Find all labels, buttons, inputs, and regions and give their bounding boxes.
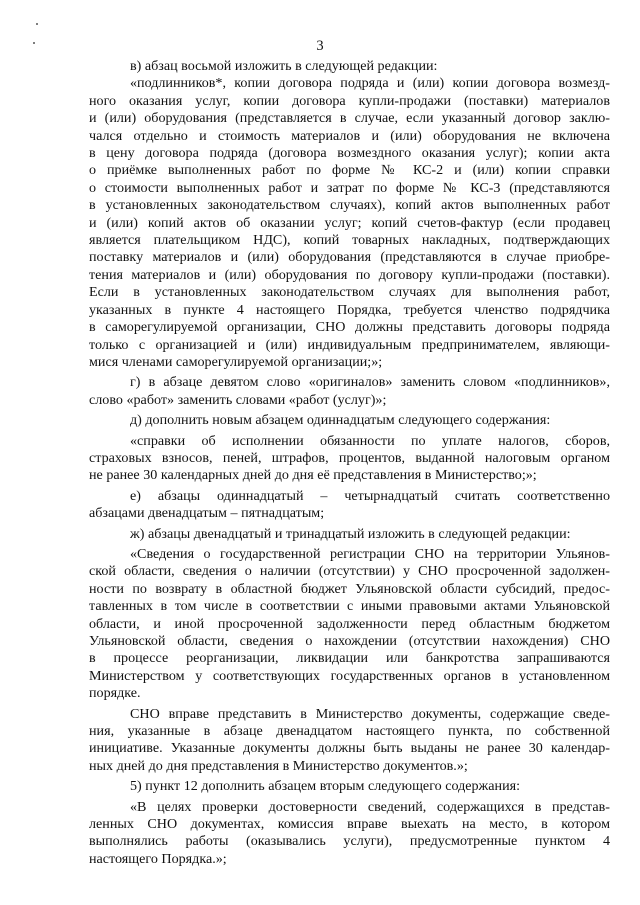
paragraph-line: слово «работ» заменить словами «работ (услуг)»;: [89, 391, 387, 408]
paragraph-line: ленных СНО документах, комиссия вправе выехать на место, в котором: [89, 816, 610, 833]
paragraph-first-line: г) в абзаце девятом слово «оригиналов» заменить словом «подлинников»,: [130, 374, 610, 391]
document-body: [89, 58, 610, 868]
paragraph-line: является плательщиком НДС), копий товарных накладных, подтверждающих: [89, 232, 610, 249]
paragraph-line: тавленных в том числе в соответствии с иными правовыми актами Ульяновской: [89, 598, 610, 615]
paragraph-line: только с организацией и (или) индивидуальным предпринимателем, являющи-: [89, 336, 610, 353]
paragraph-first-line: «Сведения о государственной регистрации СНО на территории Ульянов-: [130, 545, 610, 562]
page-number: 3: [316, 38, 324, 54]
paragraph-line: абзацами двенадцатым – пятнадцатым;: [89, 505, 325, 522]
paragraph-line: в саморегулируемой организации, СНО должны представить договоры подряда: [89, 319, 610, 336]
paragraph-line: ской области, сведения о наличии (отсутствии) у СНО просроченной задолжен-: [89, 563, 610, 580]
paragraph-first-line: «подлинников*, копии договора подряда и (или) копии договора возмезд-: [130, 75, 610, 92]
paragraph-line: в цену договора подряда (договора возмездного оказания услуг); копии акта: [89, 145, 610, 162]
paragraph-line: инициативе. Указанные документы должны быть выданы не ранее 30 календар-: [89, 740, 610, 757]
paragraph-line: указанных в пункте 4 настоящего Порядка, требуется членство подрядчика: [89, 301, 610, 318]
paragraph-line: выполнялись работы (оказывались услуги), предусмотренные пунктом 4: [89, 833, 610, 850]
paragraph-line: чался отдельно и стоимость материалов и (или) оборудования не включена: [89, 127, 610, 144]
paragraph-first-line: д) дополнить новым абзацем одиннадцатым следующего содержания:: [130, 412, 551, 429]
paragraph-line: поставку материалов и (или) оборудования (представляются в случае приобре-: [89, 249, 610, 266]
scan-speck: [36, 23, 38, 25]
paragraph-line: области, и иной просроченной задолженности перед областным бюджетом: [89, 615, 610, 632]
paragraph-first-line: «В целях проверки достоверности сведений, содержащихся в представ-: [130, 798, 610, 815]
paragraph-line: и (или) копий актов об оказании услуг; копий счетов-фактур (если продавец: [89, 214, 610, 231]
paragraph-line: не ранее 30 календарных дней до дня её представления в Министерство;»;: [89, 467, 537, 484]
paragraph-first-line: е) абзацы одиннадцатый – четырнадцатый считать соответственно: [130, 487, 610, 504]
paragraph-line: в процессе реорганизации, ликвидации или банкротства запрашиваются: [89, 650, 610, 667]
paragraph-line: о стоимости выполненных работ и затрат по форме № КС-3 (представляются: [89, 179, 610, 196]
paragraph-first-line: 5) пункт 12 дополнить абзацем вторым следующего содержания:: [130, 778, 521, 795]
paragraph-line: настоящего Порядка.»;: [89, 850, 227, 867]
paragraph-line: ния, указанные в абзаце двенадцатом настоящего пункта, по собственной: [89, 723, 610, 740]
paragraph-line: порядке.: [89, 685, 141, 702]
paragraph-line: ности по возврату в областной бюджет Ульяновской области субсидий, предос-: [89, 580, 610, 597]
paragraph-first-line: в) абзац восьмой изложить в следующей редакции:: [130, 58, 438, 74]
paragraph-line: о приёмке выполненных работ по форме № КС-2 и (или) копии справки: [89, 162, 610, 179]
paragraph-first-line: ж) абзацы двенадцатый и тринадцатый изложить в следующей редакции:: [130, 525, 571, 542]
paragraph-line: в установленных законодательством случаях), копий актов выполненных работ: [89, 197, 610, 214]
paragraph-line: Министерством у соответствующих государственных органов в установленном: [89, 667, 610, 684]
paragraph-line: Ульяновской области, сведения о нахождении (отсутствии нахождения) СНО: [89, 633, 610, 649]
paragraph-first-line: СНО вправе представить в Министерство документы, содержащие сведе-: [130, 705, 610, 722]
paragraph-line: и (или) оборудования (представляется в случае, если указанный договор заклю-: [89, 110, 610, 127]
paragraph-line: страховых взносов, пеней, штрафов, процентов, выданной налоговым органом: [89, 449, 610, 466]
paragraph-line: мися членами саморегулируемой организации;»;: [89, 353, 383, 370]
paragraph-line: Если в установленных законодательством случаях для выполнения работ,: [89, 284, 610, 301]
paragraph-first-line: «справки об исполнении обязанности по уплате налогов, сборов,: [130, 432, 610, 449]
paragraph-line: тения материалов и (или) оборудования по договору купли-продажи (поставки).: [89, 266, 610, 283]
paragraph-line: ных дней до дня представления в Министерство документов.»;: [89, 757, 468, 774]
paragraph-line: ного оказания услуг, копии договора купли-продажи (поставки) материалов: [89, 92, 610, 109]
